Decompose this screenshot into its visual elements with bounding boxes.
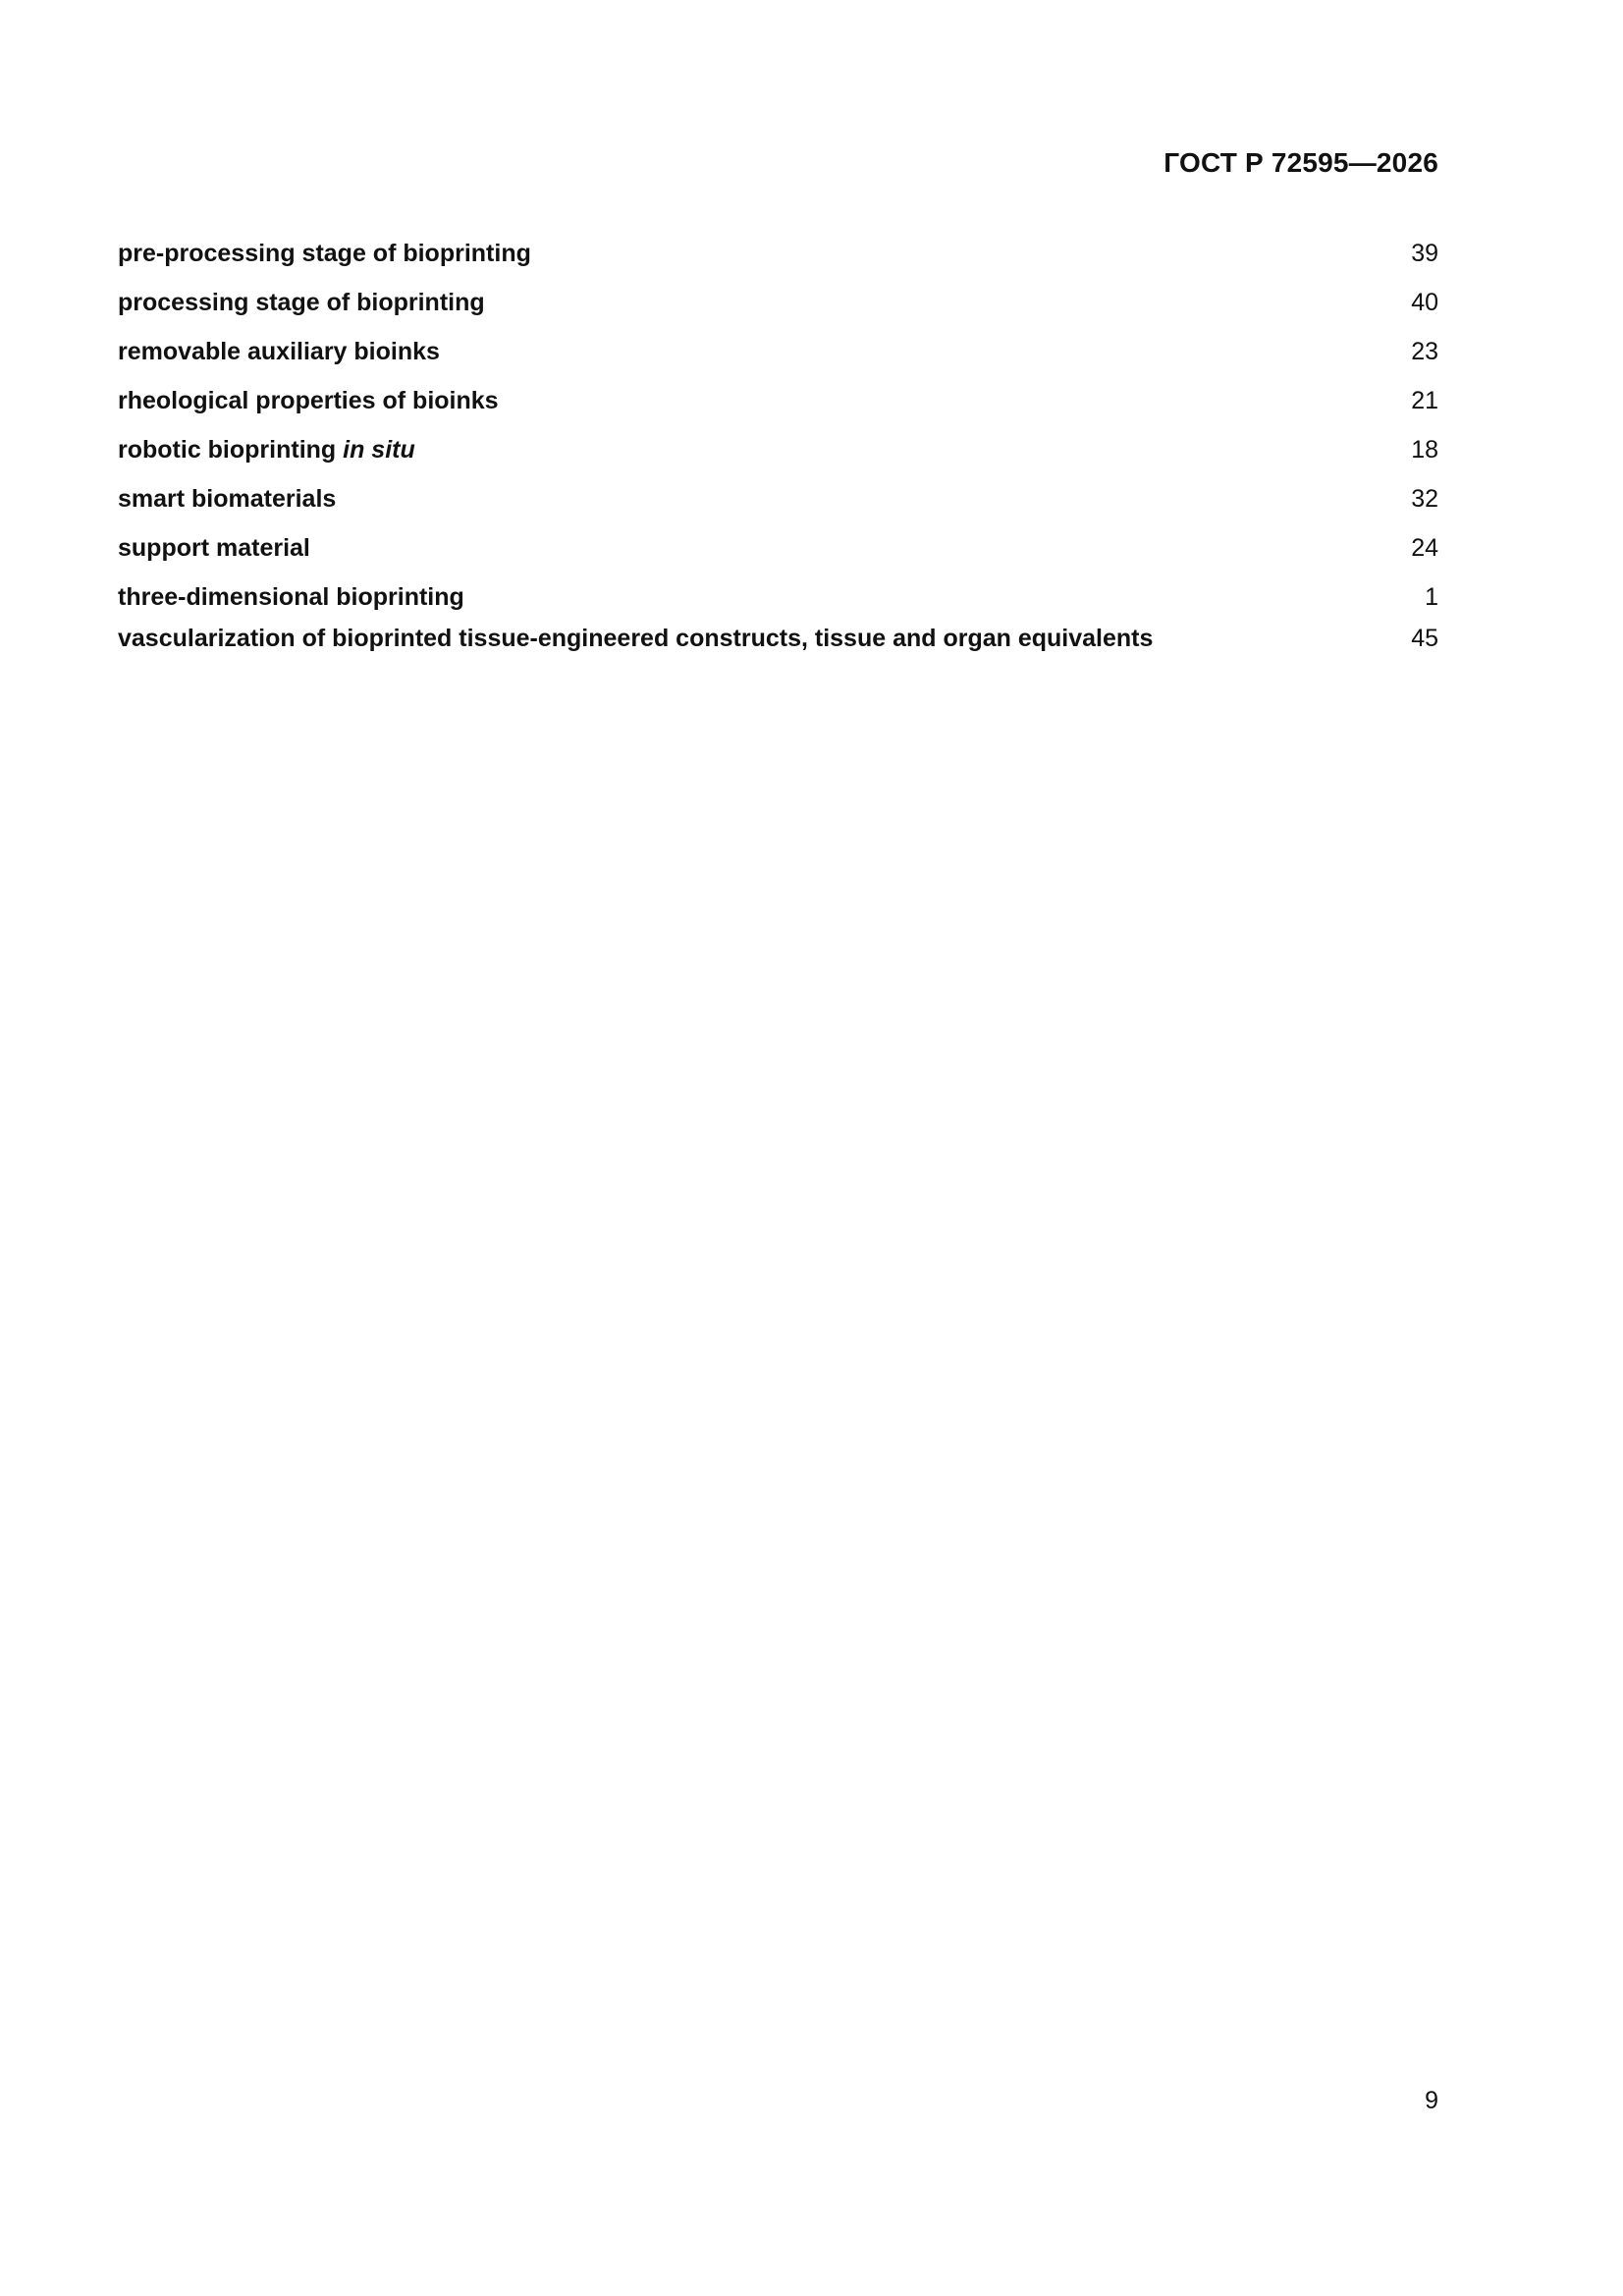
index-entry bbox=[118, 386, 1438, 415]
index-page-ref: 24 bbox=[1411, 534, 1438, 562]
index-page-ref: 39 bbox=[1411, 240, 1438, 267]
index-page-ref: 21 bbox=[1411, 387, 1438, 414]
index-page-ref: 23 bbox=[1411, 338, 1438, 365]
index-entry bbox=[118, 533, 1438, 563]
index-entry bbox=[118, 484, 1438, 514]
document-standard-id: ГОСТ Р 72595—2026 bbox=[1163, 147, 1438, 178]
index-term-text: robotic bioprinting bbox=[118, 436, 344, 464]
index-entry bbox=[118, 624, 1438, 653]
index-term: smart biomaterials bbox=[118, 485, 337, 513]
index-page-ref: 45 bbox=[1411, 625, 1438, 652]
index-entry bbox=[118, 288, 1438, 317]
index-entry bbox=[118, 239, 1438, 268]
index-page-ref: 1 bbox=[1425, 583, 1438, 611]
index-page-ref: 40 bbox=[1411, 289, 1438, 316]
page-number: 9 bbox=[1425, 2087, 1438, 2114]
index-term: support material bbox=[118, 534, 310, 562]
index-page-ref: 18 bbox=[1411, 436, 1438, 464]
index-term-italic: in situ bbox=[343, 436, 415, 464]
index-term: removable auxiliary bioinks bbox=[118, 338, 440, 365]
index-term: rheological properties of bioinks bbox=[118, 387, 499, 414]
term-index-list bbox=[118, 239, 1438, 673]
index-term bbox=[118, 435, 415, 465]
index-page-ref: 32 bbox=[1411, 485, 1438, 513]
index-entry bbox=[118, 582, 1438, 612]
index-term: three-dimensional bioprinting bbox=[118, 583, 464, 611]
index-term: processing stage of bioprinting bbox=[118, 289, 485, 316]
index-entry bbox=[118, 435, 1438, 465]
index-term: pre-processing stage of bioprinting bbox=[118, 240, 531, 267]
index-term: vascularization of bioprinted tissue-engineered constructs, tissue and organ equivalents bbox=[118, 625, 1154, 652]
index-entry bbox=[118, 337, 1438, 366]
